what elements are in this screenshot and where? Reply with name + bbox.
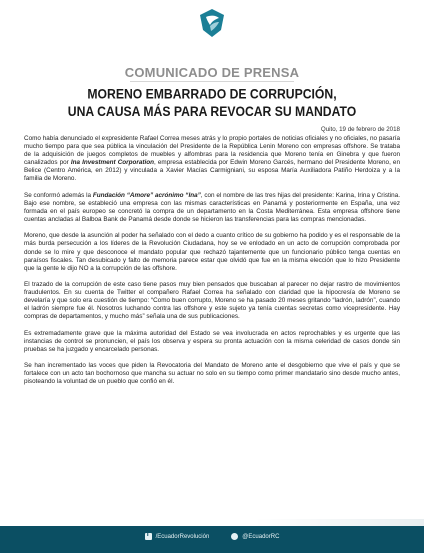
social-links — [0, 533, 424, 540]
twitter-icon — [231, 533, 238, 540]
paragraph-6: Se han incrementado las voces que piden la Revocatoria del Mandato de Moreno ante el desgobierno que vive el país y que se fortalece con un acto tan bochornoso que mancha su actuar no solo en su tiempo como primer mandatario sino desde mucho antes, pisoteando la voluntad de un pueblo que confió en él. — [24, 362, 400, 386]
company-name: Ina Investment Corporation — [70, 159, 155, 167]
footer-stripe — [0, 519, 424, 526]
paragraph-2: Se conformó además la Fundación “Amore” acrónimo “Ina”, con el nombre de las tres hijas del presidente: Karina, Irina y Cristina. Bajo ese nombre, se estableció una empresa con las mismas características en Panamá y posteriormente en España, una vez formada en el país europeo se concretó la compra de un departamento en la Costa Mediterránea. Esta empresa offshore tiene cuentas ancladas al Balboa Bank de Panamá desde donde se hicieron las transferencias para las compras mencionadas. — [24, 191, 400, 224]
title-divider — [130, 81, 294, 82]
headline — [30, 86, 394, 121]
article-body — [24, 135, 400, 395]
facebook-handle: /EcuadorRevolución — [155, 533, 210, 540]
party-logo-icon — [198, 8, 226, 38]
section-title: COMUNICADO DE PRENSA — [124, 65, 300, 80]
paragraph-5: Es extremadamente grave que la máxima autoridad del Estado se vea involucrada en actos reprochables y es urgente que las instancias de control se pronuncien, el país los observa y espera su pronta actuación con la misma celeridad de casos donde sin pruebas se ha juzgado y encarcelado personas. — [24, 329, 400, 353]
twitter-link[interactable] — [231, 533, 279, 540]
footer-bar — [0, 526, 424, 553]
headline-line-1: MORENO EMBARRADO DE CORRUPCIÓN, — [87, 86, 337, 103]
twitter-handle: @EcuadorRC — [242, 533, 280, 540]
paragraph-3: Moreno, que desde la asunción al poder ha señalado con el dedo a cuanto crítico de su gobierno ha podido y es el responsable de la más burda persecución a los líderes de la Revolución Ciudadana, hoy se ve enlodado en un acto de corrupción comprobada por donde se lo mire y que desconoce el mandato popular que rechazó tajantemente que un funcionario público tenga cuentas en paraísos fiscales. Tan desubicado y falto de memoria parece estar que olvidó que fue en la misma elección que lo hizo Presidente que la gente le dijo NO a la corrupción de las offshore. — [24, 232, 400, 272]
headline-line-2: UNA CAUSA MÁS PARA REVOCAR SU MANDATO — [67, 103, 357, 120]
paragraph-4: El trazado de la corrupción de este caso tiene pasos muy bien pensados que buscaban al parecer no dejar rastro de movimientos fraudulentos. En su cuenta de Twitter el compañero Rafael Correa ha señalado con claridad que la hipocresía de Moreno se develaría y que solo era cuestión de tiempo: “Como buen corrupto, Moreno se ha pasado 20 meses gritando “ladrón, ladrón”, cuando el ladrón siempre fue él. Nosotros luchando contra las offshore y este sujeto ya tenía cuentas secretas como vicepresidente. Hay compras de departamentos, y mucho más” señala una de sus publicaciones. — [24, 280, 400, 321]
paragraph-1: Como había denunciado el expresidente Rafael Correa meses atrás y lo propio portales de noticias oficiales y no oficiales, no pasaría mucho tiempo para que sea pública la vinculación del Presidente de la República Lenin Moreno con empresas offshore. Se trataba de la adquisición de juegos completos de muebles y alfombras para la residencia que Moreno tenía en Ginebra y que fueron canalizados por Ina Investment Corporation, empresa establecida por Edwin Moreno Garcés, hermano del Presidente Moreno, en Belice (Centro América, en 2012) y vinculada a Xavier Macías Carmigniani, su esposa María Auxiliadora Patiño Herdoiza y a la familia de Moreno. — [24, 135, 400, 183]
foundation-name: Fundación “Amore” acrónimo “Ina” — [92, 191, 201, 199]
facebook-icon — [145, 533, 152, 540]
facebook-link[interactable] — [145, 533, 210, 540]
dateline: Quito, 19 de febrero de 2018 — [320, 126, 400, 133]
